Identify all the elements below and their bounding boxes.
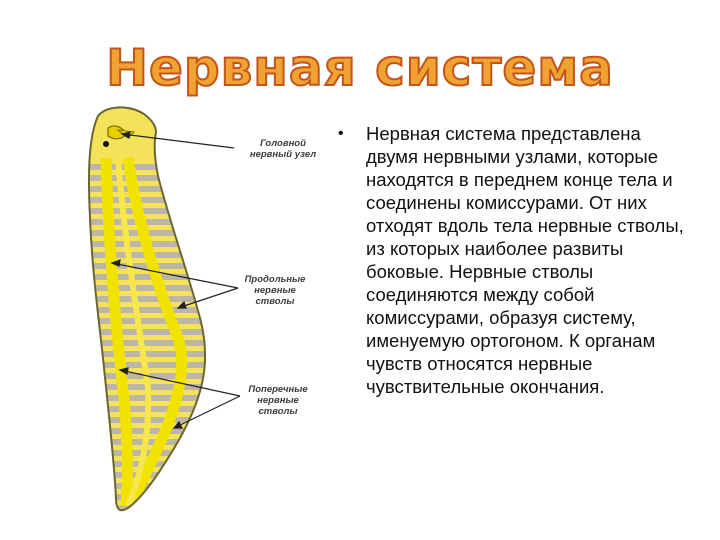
label-longitudinal-trunks: Продольные нервные стволы bbox=[244, 274, 306, 307]
eye-spot-icon bbox=[103, 141, 109, 147]
transverse-gap bbox=[78, 230, 340, 236]
body-text-block bbox=[340, 122, 692, 398]
worm-body bbox=[78, 98, 340, 528]
planarian-diagram bbox=[78, 98, 340, 528]
transverse-gap bbox=[78, 252, 340, 258]
transverse-gap bbox=[78, 208, 340, 214]
transverse-gap bbox=[78, 219, 340, 225]
transverse-gap bbox=[78, 483, 340, 489]
bullet-icon: • bbox=[338, 125, 344, 142]
transverse-gap bbox=[78, 186, 340, 192]
transverse-gap bbox=[78, 417, 340, 423]
planarian-illustration bbox=[78, 98, 340, 528]
transverse-gap bbox=[78, 428, 340, 434]
transverse-gap bbox=[78, 450, 340, 456]
transverse-gap bbox=[78, 197, 340, 203]
transverse-gap bbox=[78, 472, 340, 478]
body-paragraph: Нервная система представлена двумя нервными узлами, которые находятся в переднем конце тела и соединены комиссурами. От них отходят вдоль тела нервные стволы, из которых наиболее развиты боковые. Нервные стволы соединяются между собой комиссурами, образуя систему, именуемую ортогоном. К органам чувств относятся нервные чувствительные окончания. bbox=[366, 123, 684, 397]
transverse-gap bbox=[78, 439, 340, 445]
label-head-ganglion: Головной нервный узел bbox=[249, 138, 317, 160]
transverse-gap bbox=[78, 241, 340, 247]
transverse-gap bbox=[78, 494, 340, 500]
label-transverse-trunks: Поперечные нервные стволы bbox=[248, 384, 308, 417]
slide-title: Нервная система bbox=[106, 39, 614, 97]
transverse-gap bbox=[78, 461, 340, 467]
